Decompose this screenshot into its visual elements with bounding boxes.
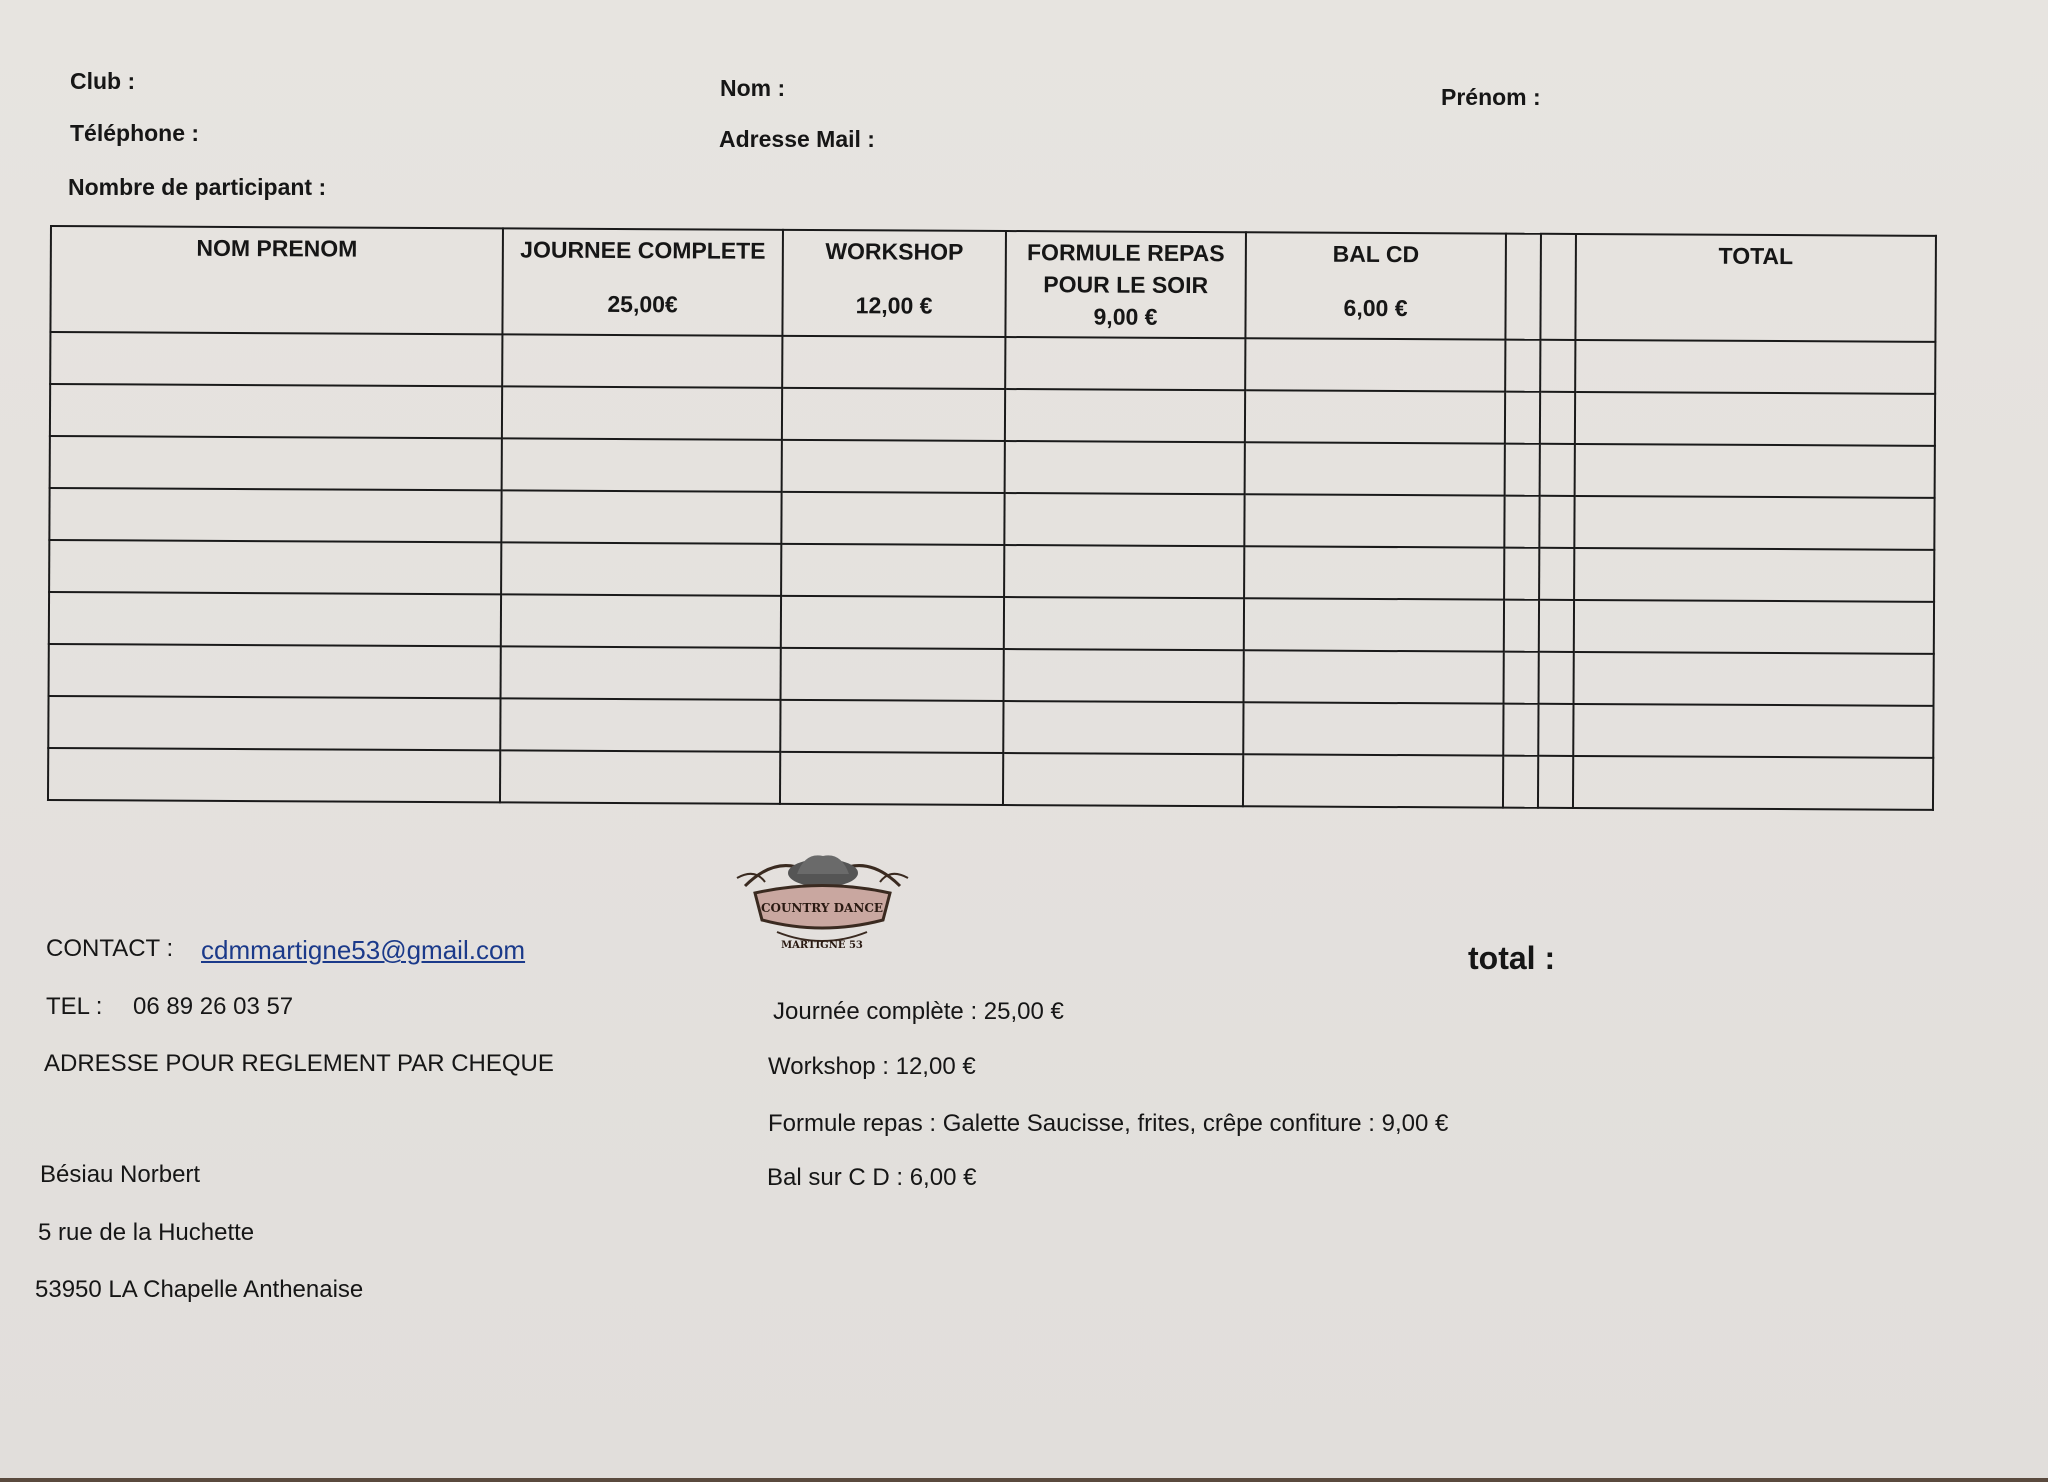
table-cell[interactable] [1573, 756, 1933, 810]
table-cell[interactable] [1539, 652, 1574, 704]
table-row [48, 748, 1933, 810]
col-header-workshop [782, 230, 1006, 337]
table-cell[interactable] [1540, 444, 1575, 496]
col-price: 9,00 € [1093, 303, 1158, 330]
cheque-address-label: ADRESSE POUR REGLEMENT PAR CHEQUE [44, 1050, 554, 1077]
contact-label: CONTACT : [46, 935, 174, 962]
table-cell[interactable] [1574, 600, 1934, 654]
prenom-label: Prénom : [1441, 84, 1541, 110]
table-cell[interactable] [49, 644, 501, 698]
table-cell[interactable] [780, 700, 1003, 753]
table-cell[interactable] [782, 388, 1005, 441]
table-cell[interactable] [781, 492, 1004, 545]
participants-label: Nombre de participant : [68, 174, 327, 200]
table-cell[interactable] [1244, 546, 1504, 599]
col-title: BAL CD [1332, 240, 1420, 268]
table-cell[interactable] [1004, 649, 1244, 702]
table-cell[interactable] [1245, 442, 1505, 495]
table-header-row [50, 226, 1936, 342]
table-cell[interactable] [1245, 338, 1505, 391]
table-cell[interactable] [1574, 548, 1934, 602]
table-cell[interactable] [1574, 652, 1934, 706]
table-cell[interactable] [48, 748, 500, 802]
table-cell[interactable] [502, 334, 782, 387]
total-label: total : [1468, 940, 1556, 976]
address-name: Bésiau Norbert [40, 1161, 201, 1188]
table-cell[interactable] [1540, 340, 1575, 392]
nom-label: Nom : [720, 75, 786, 101]
col-title: NOM PRENOM [196, 234, 358, 262]
registration-table [47, 225, 1937, 811]
table-cell[interactable] [1540, 392, 1575, 444]
table-cell[interactable] [1505, 340, 1540, 392]
table-cell[interactable] [781, 648, 1004, 701]
table-cell[interactable] [1504, 496, 1539, 548]
table-cell[interactable] [501, 490, 781, 543]
col-header-total [1575, 234, 1936, 342]
table-cell[interactable] [1245, 390, 1505, 443]
table-cell[interactable] [1575, 444, 1935, 498]
page-bottom-edge [0, 1478, 2048, 1482]
address-city: 53950 LA Chapelle Anthenaise [35, 1276, 364, 1303]
price-bal: Bal sur C D : 6,00 € [767, 1164, 977, 1191]
table-cell[interactable] [1005, 389, 1245, 442]
club-label: Club : [70, 68, 136, 94]
table-cell[interactable] [1244, 650, 1504, 703]
table-cell[interactable] [48, 696, 500, 750]
table-cell[interactable] [1004, 545, 1244, 598]
table-cell[interactable] [1244, 598, 1504, 651]
table-cell[interactable] [782, 440, 1005, 493]
table-cell[interactable] [1005, 441, 1245, 494]
table-cell[interactable] [501, 594, 781, 647]
telephone-label: Téléphone : [70, 120, 200, 146]
table-cell[interactable] [781, 596, 1004, 649]
price-repas: Formule repas : Galette Saucisse, frites, crêpe confiture : 9,00 € [768, 1110, 1449, 1137]
contact-email-link[interactable]: cdmmartigne53@gmail.com [201, 935, 526, 965]
col-header-formule-repas [1005, 231, 1246, 338]
table-cell[interactable] [502, 386, 782, 439]
table-cell[interactable] [49, 592, 501, 646]
address-street: 5 rue de la Huchette [38, 1219, 255, 1246]
tel-label: TEL : [46, 993, 103, 1020]
table-cell[interactable] [50, 384, 502, 438]
table-cell[interactable] [1573, 704, 1933, 758]
col-header-journee-complete [502, 228, 783, 335]
col-title: FORMULE REPAS POUR LE SOIR [1026, 239, 1225, 299]
table-cell[interactable] [1003, 753, 1243, 806]
table-cell[interactable] [502, 438, 782, 491]
table-body [48, 332, 1935, 810]
table-cell[interactable] [501, 542, 781, 595]
col-price: 12,00 € [855, 292, 933, 319]
tel-number: 06 89 26 03 57 [133, 993, 294, 1020]
table-cell[interactable] [1539, 600, 1574, 652]
table-cell[interactable] [1005, 337, 1245, 390]
table-cell[interactable] [780, 752, 1003, 805]
col-price: 6,00 € [1343, 294, 1408, 322]
table-cell[interactable] [50, 332, 502, 386]
table-cell[interactable] [50, 436, 502, 490]
logo-subtext: MARTIGNÉ 53 [781, 940, 863, 951]
table-cell[interactable] [1503, 756, 1538, 808]
col-title: JOURNEE COMPLETE [520, 236, 766, 264]
table-cell[interactable] [49, 540, 501, 594]
table-cell[interactable] [1004, 597, 1244, 650]
col-header-blank-2 [1540, 234, 1576, 340]
table-cell[interactable] [1244, 494, 1504, 547]
table-cell[interactable] [501, 646, 781, 699]
table-cell[interactable] [49, 488, 501, 542]
col-header-nom-prenom [50, 226, 503, 334]
col-header-bal-cd [1245, 232, 1506, 339]
table-cell[interactable] [1243, 754, 1503, 807]
table-cell[interactable] [781, 544, 1004, 597]
table-cell[interactable] [1004, 493, 1244, 546]
table-cell[interactable] [1575, 340, 1935, 394]
table-cell[interactable] [1504, 548, 1539, 600]
table-cell[interactable] [1505, 392, 1540, 444]
country-dance-logo [735, 848, 910, 958]
table-cell[interactable] [782, 336, 1005, 389]
logo-text: COUNTRY DANCE [760, 901, 884, 915]
table-cell[interactable] [1504, 600, 1539, 652]
email-label: Adresse Mail : [719, 126, 875, 152]
table-cell[interactable] [1504, 652, 1539, 704]
price-journee: Journée complète : 25,00 € [773, 998, 1064, 1025]
table-cell[interactable] [1575, 392, 1935, 446]
table-cell[interactable] [500, 750, 780, 803]
table-cell[interactable] [1003, 701, 1243, 754]
col-header-blank-1 [1505, 234, 1541, 340]
table-cell[interactable] [1243, 702, 1503, 755]
table-cell[interactable] [1505, 444, 1540, 496]
price-workshop: Workshop : 12,00 € [768, 1053, 976, 1080]
table-cell[interactable] [1538, 756, 1573, 808]
table-cell[interactable] [1538, 704, 1573, 756]
table-cell[interactable] [500, 698, 780, 751]
col-title: WORKSHOP [825, 238, 964, 265]
col-title: TOTAL [1718, 242, 1794, 270]
table-cell[interactable] [1539, 496, 1574, 548]
col-price: 25,00€ [607, 290, 678, 318]
table-cell[interactable] [1503, 704, 1538, 756]
table-cell[interactable] [1574, 496, 1934, 550]
table-cell[interactable] [1539, 548, 1574, 600]
